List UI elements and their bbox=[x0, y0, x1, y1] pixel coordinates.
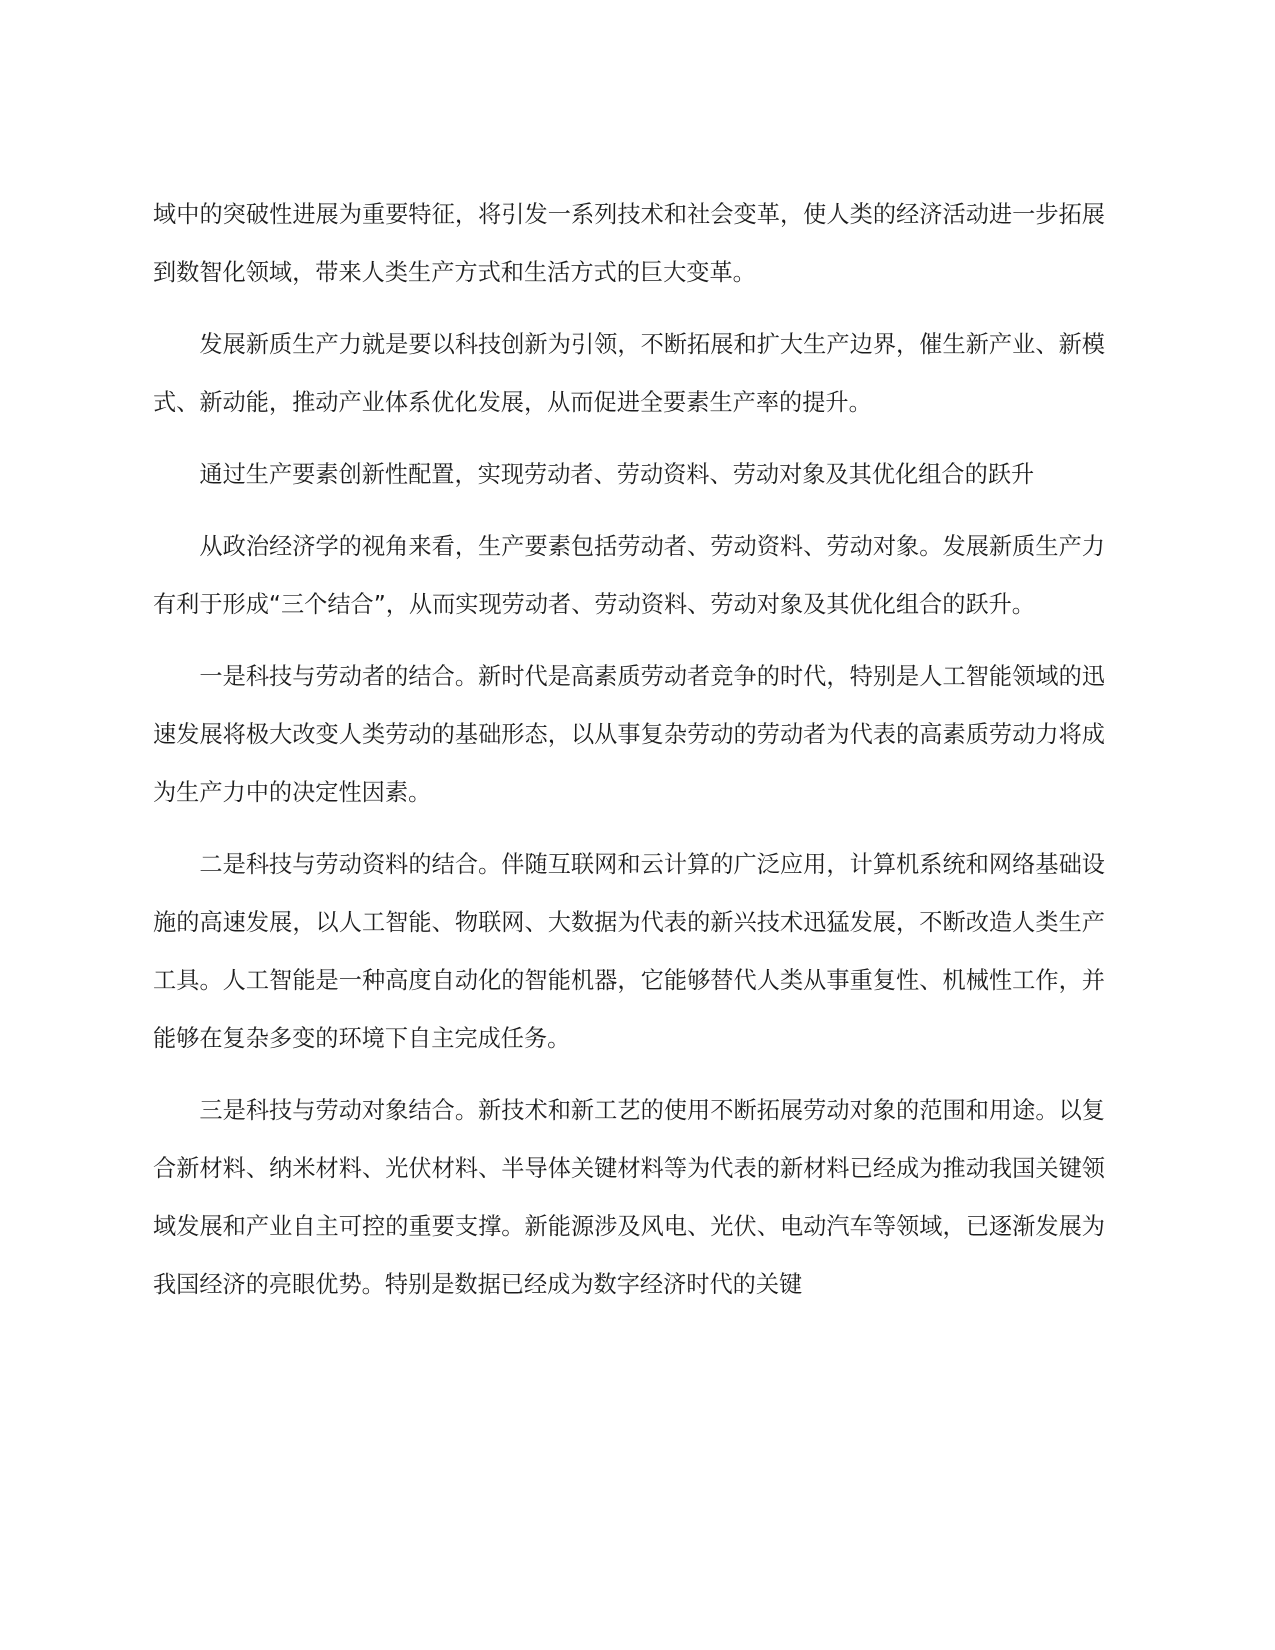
paragraph-laborers: 一是科技与劳动者的结合。新时代是高素质劳动者竞争的时代，特别是人工智能领域的迅速发展将极大改变人类劳动的基础形态，以从事复杂劳动的劳动者为代表的高素质劳动力将成为生产力中的决定性因素。 bbox=[153, 663, 1105, 806]
paragraph-political-economy: 从政治经济学的视角来看，生产要素包括劳动者、劳动资料、劳动对象。发展新质生产力有利于形成“三个结合”，从而实现劳动者、劳动资料、劳动对象及其优化组合的跃升。 bbox=[153, 533, 1105, 618]
paragraph-section-heading: 通过生产要素创新性配置，实现劳动者、劳动资料、劳动对象及其优化组合的跃升 bbox=[199, 461, 1035, 488]
paragraph-new-productivity: 发展新质生产力就是要以科技创新为引领，不断拓展和扩大生产边界，催生新产业、新模式、新动能，推动产业体系优化发展，从而促进全要素生产率的提升。 bbox=[153, 331, 1105, 416]
paragraph-labor-objects: 三是科技与劳动对象结合。新技术和新工艺的使用不断拓展劳动对象的范围和用途。以复合新材料、纳米材料、光伏材料、半导体关键材料等为代表的新材料已经成为推动我国关键领域发展和产业自主可控的重要支撑。新能源涉及风电、光伏、电动汽车等领域，已逐渐发展为我国经济的亮眼优势。特别是数据已经成为数字经济时代的关键 bbox=[153, 1097, 1105, 1298]
document-body bbox=[153, 186, 1105, 1314]
paragraph-labor-materials: 二是科技与劳动资料的结合。伴随互联网和云计算的广泛应用，计算机系统和网络基础设施的高速发展，以人工智能、物联网、大数据为代表的新兴技术迅猛发展，不断改造人类生产工具。人工智能是一种高度自动化的智能机器，它能够替代人类从事重复性、机械性工作，并能够在复杂多变的环境下自主完成任务。 bbox=[153, 851, 1105, 1052]
paragraph-continuation: 域中的突破性进展为重要特征，将引发一系列技术和社会变革，使人类的经济活动进一步拓展到数智化领域，带来人类生产方式和生活方式的巨大变革。 bbox=[153, 201, 1105, 286]
